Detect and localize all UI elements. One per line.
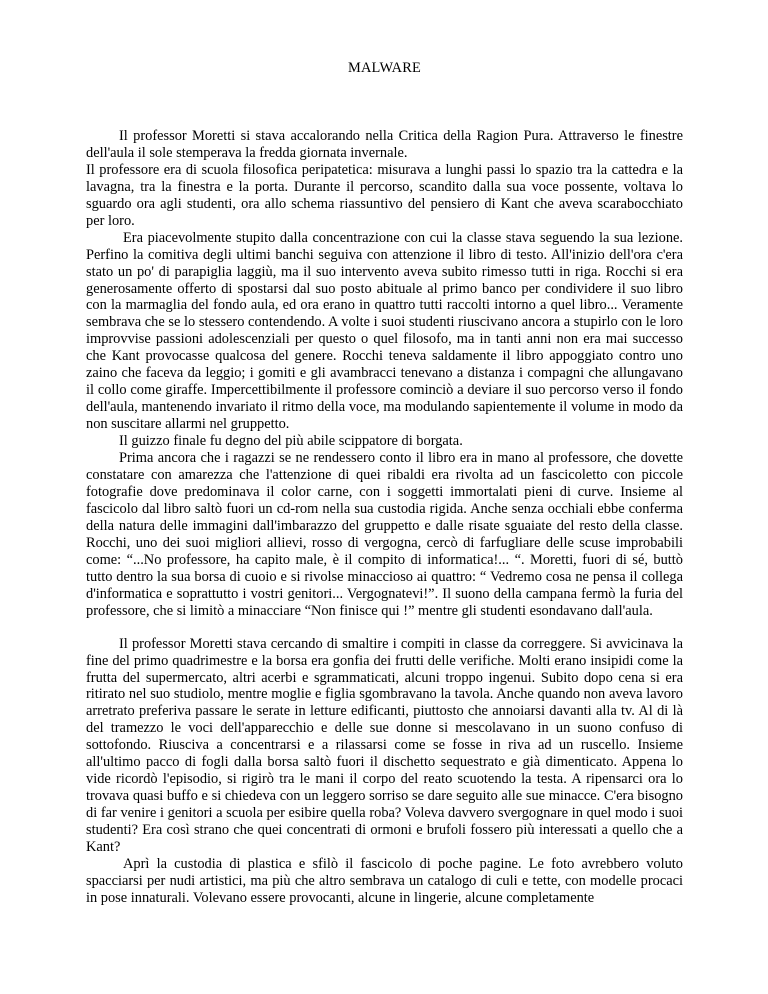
paragraph-3: Era piacevolmente stupito dalla concentrazione con cui la classe stava seguendo la sua lezione. Perfino la comitiva degli ultimi banchi seguiva con attenzione il libro di testo. All'inizio dell'ora c'era stato un po' di parapiglia laggiù, ma il suo intervento aveva subito rimesso tutti in riga. Rocchi si era generosamente offerto di spostarsi dal suo posto abituale al primo banco per condividere il suo libro con la marmaglia del fondo aula, ed ora erano in quattro tutti raccolti intorno a quel libro... Veramente sembrava che se lo stessero contendendo. A volte i suoi studenti riuscivano ancora a stupirlo con le loro improvvise passioni adolescenziali per questo o quel filosofo, ma in tanti anni non era mai successo che Kant provocasse qualcosa del genere. Rocchi teneva saldamente il libro appoggiato contro uno zaino che faceva da leggio; i gomiti e gli avambracci tenevano a distanza i compagni che allungavano il collo come giraffe. Impercettibilmente il professore cominciò a deviare il suo percorso verso il fondo dell'aula, mantenendo invariato il ritmo della voce, ma modulando sapientemente il volume in modo da non suscitare allarmi nel gruppetto.	[86, 229, 683, 433]
document-title: MALWARE	[347, 60, 422, 76]
paragraph-gap	[86, 620, 683, 636]
paragraph-4: Il guizzo finale fu degno del più abile scippatore di borgata.	[119, 433, 463, 450]
paragraph-6: Il professor Moretti stava cercando di smaltire i compiti in classe da correggere. Si avvicinava la fine del primo quadrimestre e la borsa era gonfia dei frutti delle verifiche. Molti erano insipidi come la frutta del supermercato, altri acerbi e sgrammaticati, alcuni troppo ingenui. Subito dopo cena si era ritirato nel suo studiolo, mentre moglie e figlia sgombravano la tavola. Anche quando non aveva lavoro arretrato preferiva passare le serate in letture edificanti, piuttosto che annoiarsi davanti alla tv. Al di là del tramezzo le voci dell'apparecchio e delle sue donne si mescolavano in un suono confuso di sottofondo. Riusciva a concentrarsi e a rilassarsi come se fosse in riva ad un ruscello. Insieme all'ultimo pacco di fogli dalla borsa saltò fuori il dischetto sequestrato e già dimenticato. Appena lo vide ricordò l'episodio, si rigirò tra le mani il corpo del reato scuotendo la testa. A ripensarci ora lo trovava quasi buffo e si chiedeva con un leggero sorriso se dare seguito alle sue minacce. C'era bisogno di far venire i genitori a scuola per esibire quella roba? Voleva davvero svergognare in quel modo i suoi studenti? Era così strano che quei concentrati di ormoni e brufoli fossero più interessati a quello che a Kant?	[86, 635, 683, 856]
paragraph-1: Il professor Moretti si stava accalorando nella Critica della Ragion Pura. Attraverso le finestre dell'aula il sole stemperava la fredda giornata invernale.	[86, 127, 683, 161]
paragraph-2: Il professore era di scuola filosofica peripatetica: misurava a lunghi passi lo spazio tra la cattedra e la lavagna, tra la finestra e la porta. Durante il percorso, scandito dalla sua voce possente, voltava lo sguardo ora agli studenti, ora allo schema riassuntivo del pensiero di Kant che aveva scarabocchiato per loro.	[86, 161, 683, 229]
paragraph-7: Aprì la custodia di plastica e sfilò il fascicolo di poche pagine. Le foto avrebbero voluto spacciarsi per nudi artistici, ma più che altro sembrava un catalogo di culi e tette, con modelle procaci in pose innaturali. Volevano essere provocanti, alcune in lingerie, alcune completamente	[86, 855, 683, 906]
paragraph-5: Prima ancora che i ragazzi se ne rendessero conto il libro era in mano al professore, che dovette constatare con amarezza che l'attenzione di quei ribaldi era rivolta ad un fascicoletto con piccole fotografie dove predominava il color carne, con i soggetti immortalati pieni di curve. Insieme al fascicolo dal libro saltò fuori un cd-rom nella sua custodia rigida. Anche senza occhiali ebbe conferma della natura delle immagini dall'imbarazzo del gruppetto e dalle risate sguaiate del resto della classe. Rocchi, uno dei suoi migliori allievi, rosso di vergogna, cercò di farfugliare delle scuse improbabili come: “...No professore, ha capito male, è il compito di informatica!... “. Moretti, fuori di sé, buttò tutto dentro la sua borsa di cuoio e si rivolse minaccioso ai quattro: “ Vedremo cosa ne pensa il collega d'informatica e soprattutto i vostri genitori... Vergognatevi!”. Il suono della campana fermò la furia del professore, che si limitò a minacciare “Non finisce qui !” mentre gli studenti esondavano dall'aula.	[86, 450, 683, 619]
